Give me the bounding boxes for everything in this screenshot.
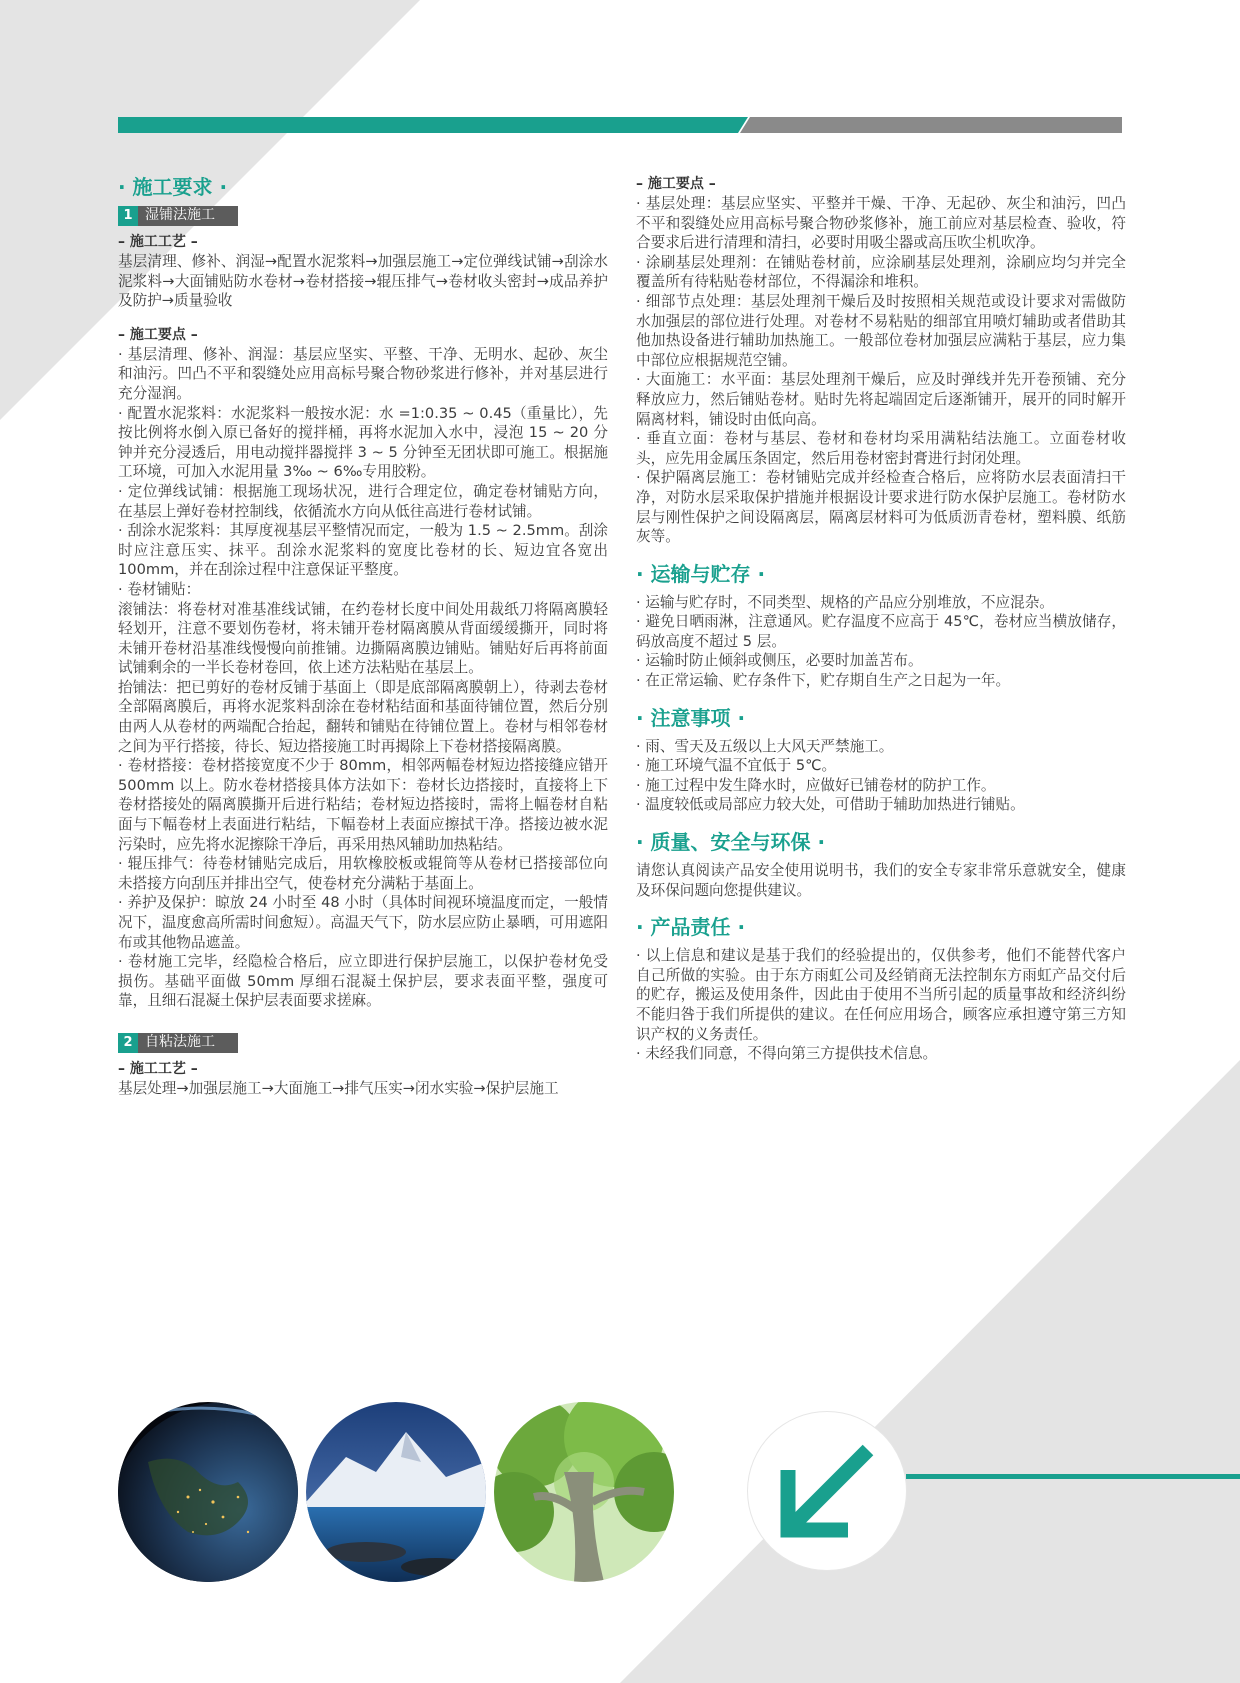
process2-heading: – 施工工艺 – — [118, 1060, 198, 1077]
notes-item: · 雨、雪天及五级以上大风天严禁施工。 — [636, 737, 894, 755]
arrow-down-left-icon — [748, 1412, 906, 1570]
point-item: 抬铺法：把已剪好的卷材反铺于基面上（即是底部隔离膜朝上），待剥去卷材全部隔离膜后，再将水泥浆料刮涂在卷材粘结面和基面待铺位置，然后分别由两人从卷材的两端配合抬起，翻转和铺贴在待铺位置上。卷材与相邻卷材之间为平行搭接，待长、短边搭接施工时再揭除上下卷材搭接隔离膜。 — [118, 678, 608, 755]
section-title-transport: · 运输与贮存 · — [636, 561, 766, 586]
earth-at-night-photo — [118, 1402, 298, 1582]
badge-number: 2 — [118, 1033, 138, 1053]
section-title-liability: · 产品责任 · — [636, 915, 746, 940]
point-item: · 养护及保护：晾放 24 小时至 48 小时（具体时间视环境温度而定，一般情况下，温度愈高所需时间愈短）。高温天气下，防水层应防止暴晒，可用遮阳布或其他物品遮盖。 — [118, 894, 608, 951]
process2-text: 基层处理→加强层施工→大面施工→排气压实→闭水实验→保护层施工 — [118, 1079, 559, 1097]
points-heading: – 施工要点 – — [118, 326, 198, 343]
subsection-badge-wet — [118, 206, 238, 226]
section-title-quality: · 质量、安全与环保 · — [636, 830, 826, 855]
point-item: · 基层清理、修补、润湿：基层应坚实、平整、干净、无明水、起砂、灰尘和油污。凹凸不平和裂缝处应用高标号聚合物砂浆进行修补，并对基层进行充分湿润。 — [118, 345, 608, 402]
notes-item: · 温度较低或局部应力较大处，可借助于辅助加热进行铺贴。 — [636, 796, 1025, 814]
transport-item: · 在正常运输、贮存条件下，贮存期自生产之日起为一年。 — [636, 672, 1011, 690]
bottom-accent-line — [906, 1474, 1240, 1479]
transport-item: · 避免日晒雨淋，注意通风。贮存温度不应高于 45℃，卷材应当横放储存，码放高度不超过 5 层。 — [636, 613, 1126, 650]
point-item: · 垂直立面：卷材与基层、卷材和卷材均采用满粘结法施工。立面卷材收头，应先用金属压条固定，然后用卷材密封膏进行封闭处理。 — [636, 430, 1126, 467]
quality-text: 请您认真阅读产品安全使用说明书，我们的安全专家非常乐意就安全，健康及环保问题向您提供建议。 — [636, 862, 1126, 899]
process-text: 基层清理、修补、润湿→配置水泥浆料→加强层施工→定位弹线试铺→刮涂水泥浆料→大面铺贴防水卷材→卷材搭接→辊压排气→卷材收头密封→成品养护及防护→质量验收 — [118, 253, 608, 310]
transport-item: · 运输与贮存时，不同类型、规格的产品应分别堆放，不应混杂。 — [636, 593, 1054, 611]
top-bar-teal — [118, 117, 748, 133]
point-item: · 刮涂水泥浆料：其厚度视基层平整情况而定，一般为 1.5 ~ 2.5mm。刮涂时应注意压实、抹平。刮涂水泥浆料的宽度比卷材的长、短边宜各宽出 100mm，并在刮涂过程中注意保证平整度。 — [118, 522, 608, 579]
liability-item: · 以上信息和建议是基于我们的经验提出的，仅供参考，他们不能替代客户自己所做的实验。由于东方雨虹公司及经销商无法控制东方雨虹产品交付后的贮存，搬运及使用条件，因此由于使用不当所引起的质量事故和经济纠纷不能归咎于我们所提供的建议。在任何应用场合，顾客应承担遵守第三方知识产权的义务责任。 — [636, 947, 1126, 1043]
bottom-right-gray-triangle — [620, 1060, 1240, 1683]
arrow-badge — [748, 1412, 906, 1570]
subsection-badge-selfadhesive — [118, 1033, 238, 1053]
point-item: · 配置水泥浆料：水泥浆料一般按水泥：水 =1:0.35 ~ 0.45（重量比），先按比例将水倒入原已备好的搅拌桶，再将水泥加入水中，浸泡 15 ~ 20 分钟并充分浸透后，用电动搅拌器搅拌 3 ~ 5 分钟至无团状即可施工。根据施工环境，可加入水泥用量 3‰ ~ 6‰专用胶粉。 — [118, 404, 608, 481]
section-title-notes: · 注意事项 · — [636, 705, 746, 730]
point-item: 滚铺法：将卷材对准基准线试铺，在约卷材长度中间处用裁纸刀将隔离膜轻轻划开，注意不要划伤卷材，将未铺开卷材隔离膜从背面缓缓撕开，同时将未铺开卷材沿基准线慢慢向前推铺。边撕隔离膜边铺贴。铺贴好后再将前面试铺剩余的一半长卷材卷回，依上述方法粘贴在基层上。 — [118, 600, 608, 677]
point-item: · 大面施工：水平面：基层处理剂干燥后，应及时弹线并先开卷预铺、充分释放应力，然后铺贴卷材。贴时先将起端固定后逐渐铺开，展开的同时解开隔离材料，铺设时由低向高。 — [636, 371, 1126, 428]
point-item: · 保护隔离层施工：卷材铺贴完成并经检查合格后，应将防水层表面清扫干净，对防水层采取保护措施并根据设计要求进行防水保护层施工。卷材防水层与刚性保护之间设隔离层，隔离层材料可为低质沥青卷材，塑料膜、纸筋灰等。 — [636, 469, 1126, 546]
tree-canopy-photo — [494, 1402, 674, 1582]
point-item: · 卷材铺贴： — [118, 580, 201, 598]
photo-row — [118, 1402, 678, 1582]
point-item: · 辊压排气：待卷材铺贴完成后，用软橡胶板或辊筒等从卷材已搭接部位向未搭接方向刮压并排出空气，使卷材充分满粘于基面上。 — [118, 855, 608, 892]
notes-item: · 施工环境气温不宜低于 5℃。 — [636, 757, 837, 775]
process-heading: – 施工工艺 – — [118, 234, 198, 250]
point-item: · 定位弹线试铺：根据施工现场状况，进行合理定位，确定卷材铺贴方向，在基层上弹好卷材控制线，依循流水方向从低往高进行卷材试铺。 — [118, 482, 608, 520]
left-column — [118, 172, 608, 1099]
point-item: · 卷材施工完毕，经隐检合格后，应立即进行保护层施工，以保护卷材免受损伤。基础平面做 50mm 厚细石混凝土保护层，要求表面平整，强度可靠，且细石混凝土保护层表面要求搓麻。 — [118, 953, 608, 1010]
point-item: · 细部节点处理：基层处理剂干燥后及时按照相关规范或设计要求对需做防水加强层的部位进行处理。对卷材不易粘贴的细部宜用喷灯辅助或者借助其他加热设备进行辅助加热施工。一般部位卷材加强层应满粘于基层，应力集中部位应根据规范空铺。 — [636, 292, 1126, 369]
badge-label: 湿铺法施工 — [145, 207, 215, 224]
liability-item: · 未经我们同意，不得向第三方提供技术信息。 — [636, 1045, 938, 1063]
snow-mountain-lake-photo — [306, 1402, 486, 1582]
point-item: · 基层处理：基层应坚实、平整并干燥、干净、无起砂、灰尘和油污，凹凸不平和裂缝处应用高标号聚合物砂浆修补，施工前应对基层检查、验收，符合要求后进行清理和清扫，必要时用吸尘器或高压吹尘机吹净。 — [636, 195, 1126, 252]
transport-item: · 运输时防止倾斜或侧压，必要时加盖苫布。 — [636, 652, 923, 670]
right-column — [636, 172, 1126, 1064]
points-heading: – 施工要点 – — [636, 176, 716, 192]
top-bar — [118, 117, 1122, 133]
section-title-construction: · 施工要求 · — [118, 175, 228, 199]
point-item: · 卷材搭接：卷材搭接宽度不少于 80mm，相邻两幅卷材短边搭接缝应错开 500mm 以上。防水卷材搭接具体方法如下：卷材长边搭接时，直接将上下卷材搭接处的隔离膜撕开后进行粘结；卷材短边搭接时，需将上幅卷材自粘面与下幅卷材上表面进行粘结，下幅卷材上表面应擦拭干净。搭接边被水泥污染时，应先将水泥擦除干净后，再采用热风辅助加热粘结。 — [118, 757, 608, 853]
notes-item: · 施工过程中发生降水时，应做好已铺卷材的防护工作。 — [636, 776, 996, 794]
badge-number: 1 — [118, 206, 138, 226]
top-bar-gray — [740, 117, 1122, 133]
point-item: · 涂刷基层处理剂：在铺贴卷材前，应涂刷基层处理剂，涂刷应均匀并完全覆盖所有待粘贴卷材部位，不得漏涂和堆积。 — [636, 253, 1126, 291]
badge-label: 自粘法施工 — [145, 1034, 215, 1051]
